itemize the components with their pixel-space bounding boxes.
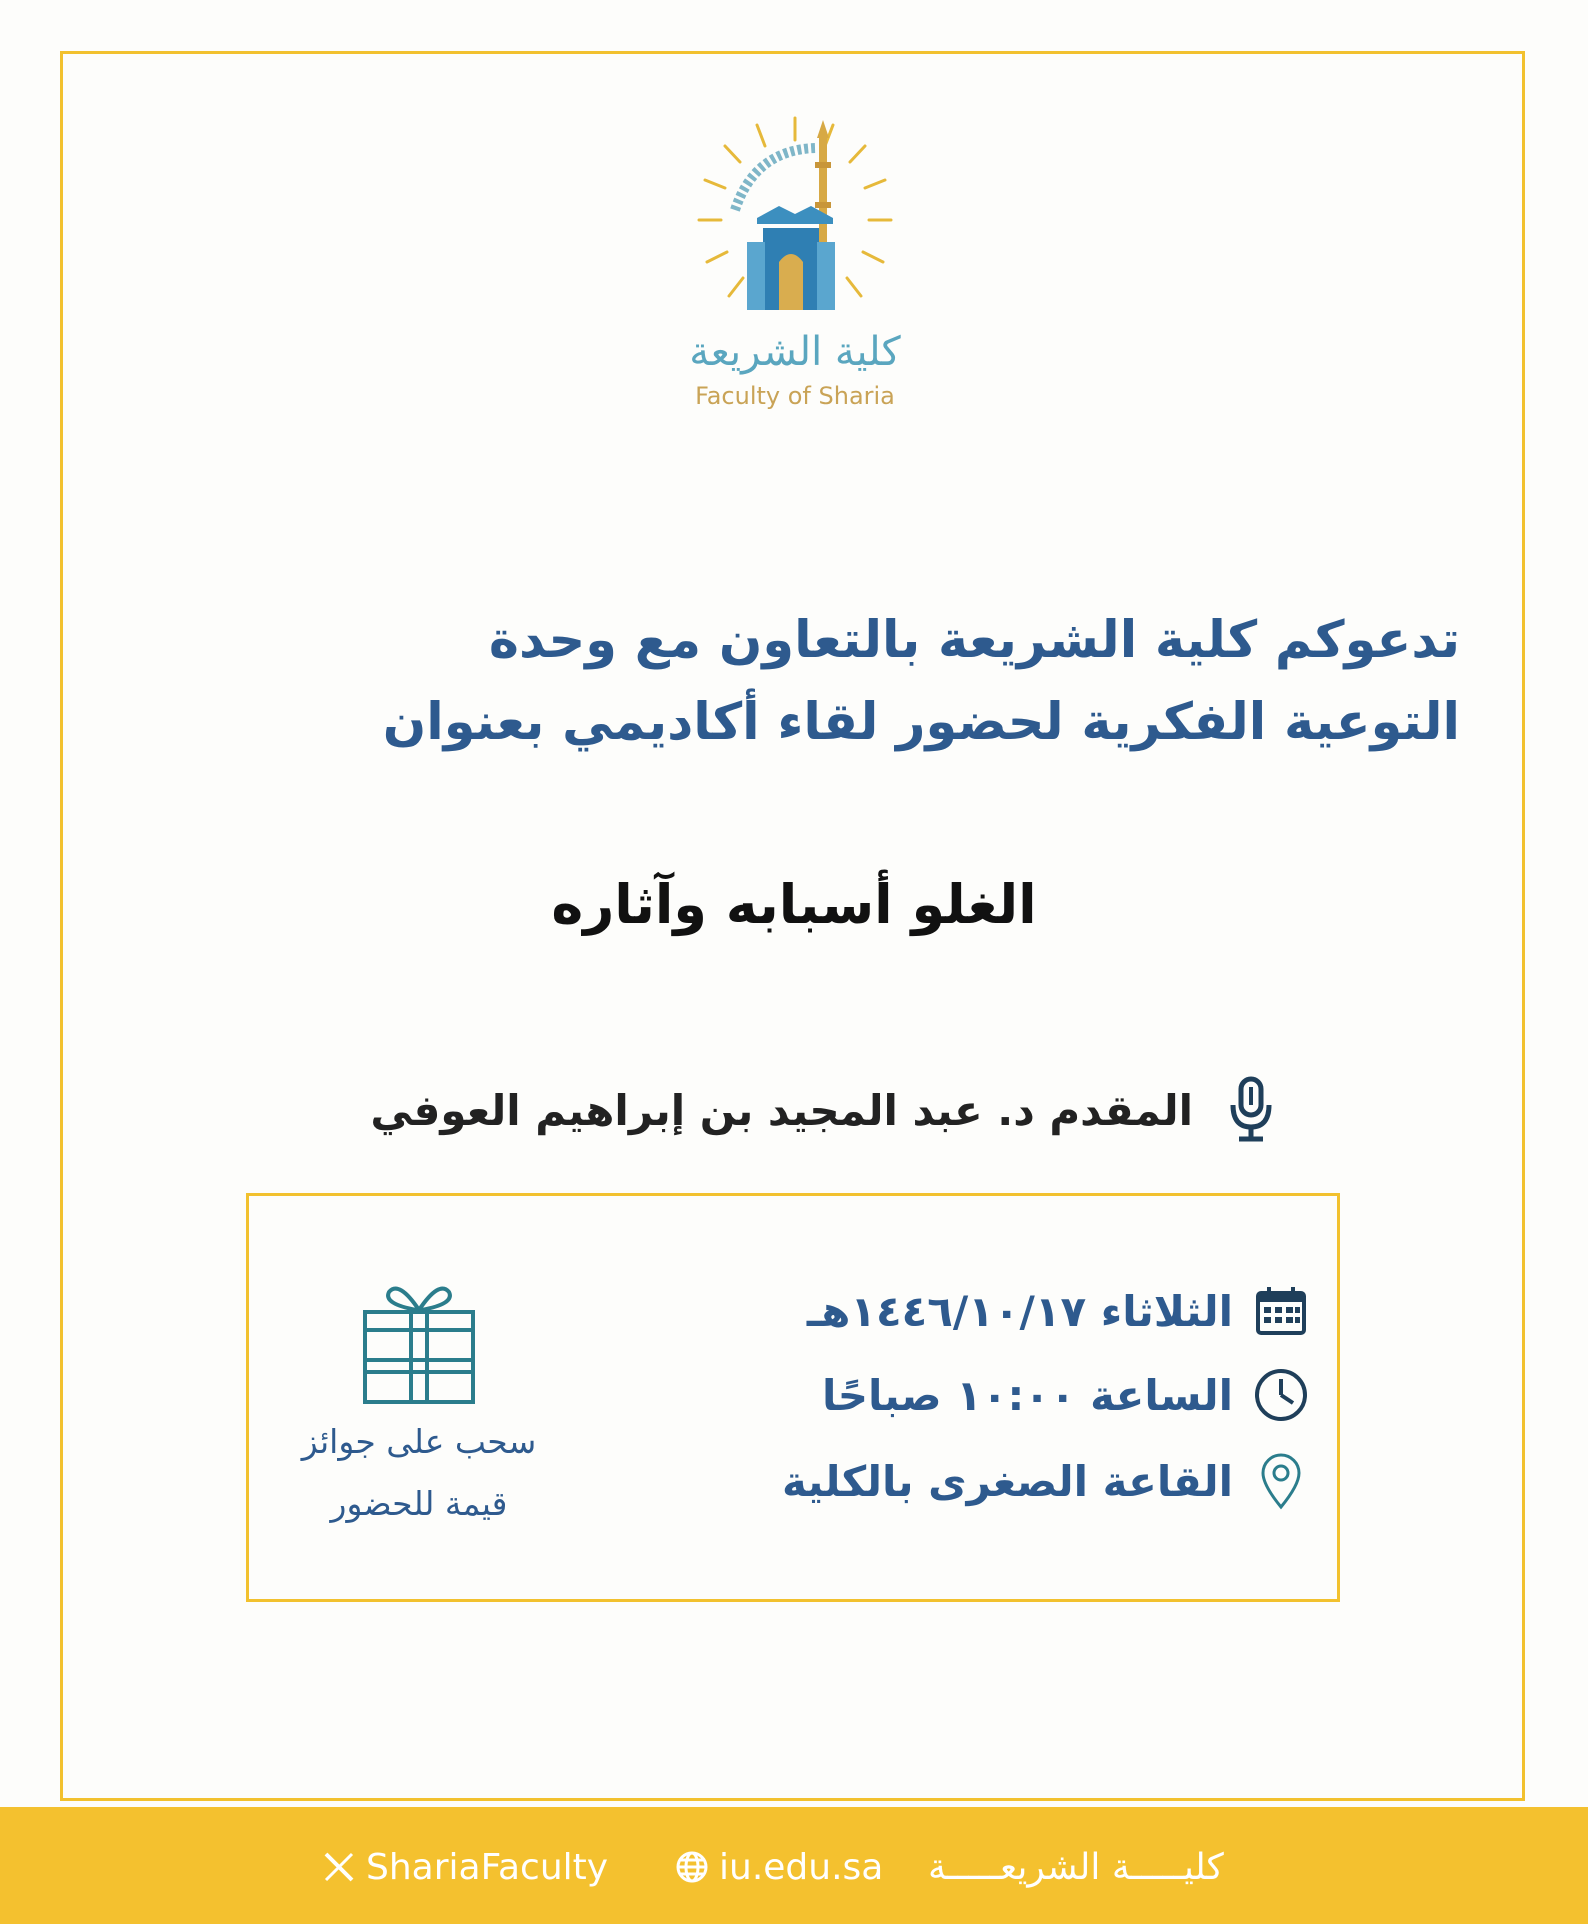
lecture-title: الغلو أسبابه وآثاره xyxy=(551,873,1037,936)
faculty-emblem-icon xyxy=(695,110,895,320)
gift-icon xyxy=(359,1276,479,1406)
clock-icon xyxy=(1253,1367,1309,1423)
footer-handle-text: ShariaFaculty xyxy=(366,1846,609,1888)
event-date: الثلاثاء ١٤٤٦/١٠/١٧هـ xyxy=(806,1286,1233,1336)
time-row xyxy=(709,1360,1309,1430)
location-pin-icon xyxy=(1253,1453,1309,1509)
microphone-icon xyxy=(1227,1075,1275,1145)
calendar-icon xyxy=(1253,1283,1309,1339)
prize-line-2: قيمة للحضور xyxy=(330,1484,508,1523)
event-time: الساعة ١٠:٠٠ صباحًا xyxy=(822,1370,1233,1420)
location-row xyxy=(709,1446,1309,1516)
footer-bar xyxy=(0,1807,1588,1924)
date-row xyxy=(709,1276,1309,1346)
footer-college-text: كليـــــة الشريعـــــة xyxy=(928,1846,1224,1888)
prize-note xyxy=(269,1411,569,1535)
logo-english-name: Faculty of Sharia xyxy=(695,382,895,410)
event-location: القاعة الصغرى بالكلية xyxy=(782,1456,1233,1506)
faculty-logo xyxy=(680,110,910,420)
prize-line-1: سحب على جوائز xyxy=(301,1422,537,1461)
footer-website-text: iu.edu.sa xyxy=(719,1846,884,1888)
footer-website[interactable] xyxy=(675,1842,883,1892)
logo-arabic-name: كلية الشريعة xyxy=(689,329,901,375)
event-details-box xyxy=(246,1193,1340,1602)
presenter-row xyxy=(300,1075,1275,1145)
intro-line-1: تدعوكم كلية الشريعة بالتعاون مع وحدة xyxy=(488,611,1460,670)
footer-social-handle[interactable] xyxy=(322,1842,608,1892)
presenter-name: المقدم د. عبد المجيد بن إبراهيم العوفي xyxy=(370,1085,1193,1135)
globe-icon xyxy=(675,1850,709,1884)
invitation-intro xyxy=(120,600,1460,764)
footer-college-name xyxy=(928,1842,1224,1892)
intro-line-2: التوعية الفكرية لحضور لقاء أكاديمي بعنوان xyxy=(382,693,1460,752)
x-logo-icon xyxy=(322,1850,356,1884)
